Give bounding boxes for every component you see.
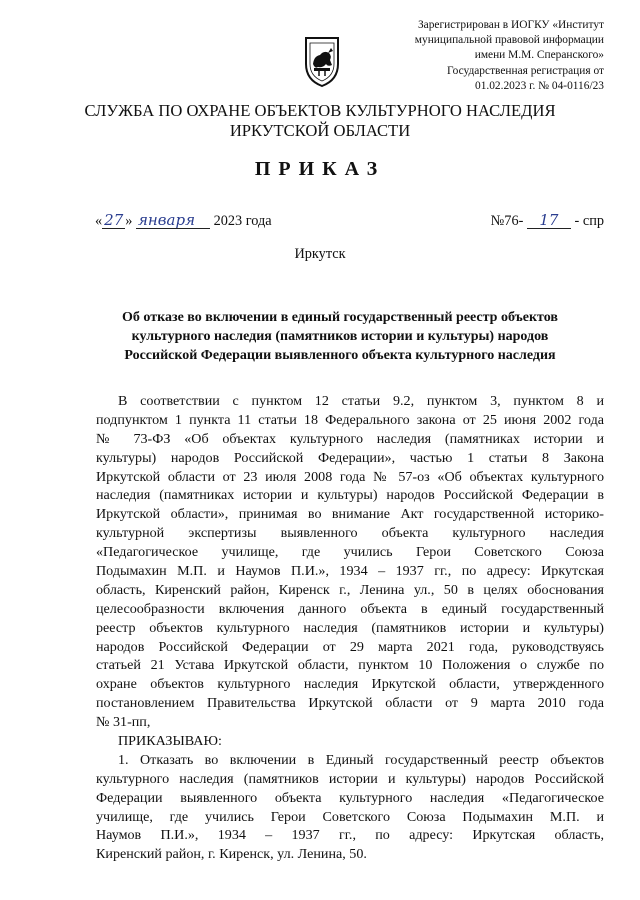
order-number	[491, 212, 604, 230]
handwritten-number: 17	[527, 212, 571, 229]
body-line: реестр объектов культурного наследия (памятников истории и культуры)	[96, 619, 604, 636]
subject-line: культурного наследия (памятников истории и культуры) народов	[131, 329, 549, 344]
coat-of-arms-icon	[300, 34, 344, 88]
registration-line: имени М.М. Сперанского»	[474, 49, 604, 62]
registration-line: муниципальной правовой информации	[414, 34, 604, 47]
agency-name	[0, 101, 640, 141]
document-title: ПРИКАЗ	[254, 158, 386, 180]
body-line: В соответствии с пунктом 12 статьи 9.2, пунктом 3, пунктом 8 и	[118, 393, 604, 409]
body-line: народов Российской Федерации от 29 марта 2021 года, руководствуясь	[96, 638, 604, 655]
order-body	[96, 392, 604, 864]
item-line: Наумов П.И.», 1934 – 1937 гг., по адресу: Иркутская область,	[96, 827, 604, 844]
body-line: статьей 21 Устава Иркутской области, пунктом 10 Положения о службе по	[96, 657, 604, 674]
dateline	[95, 206, 604, 236]
body-line: подпунктом 1 пункта 11 статьи 18 Федерального закона от 25 июня 2002 года	[96, 411, 604, 428]
body-line: постановлением Правительства Иркутской области от 9 марта 2010 года	[96, 695, 604, 712]
order-number-suffix: - спр	[574, 213, 604, 229]
item-line: Киренский район, г. Киренск, ул. Ленина, 50.	[96, 846, 367, 863]
body-line: культуры) народов Российской Федерации», частью 1 статьи 8 Закона	[96, 449, 604, 466]
agency-line-2: ИРКУТСКОЙ ОБЛАСТИ	[229, 121, 411, 140]
body-line: «Педагогическое училище, где учились Герои Советского Союза	[96, 544, 604, 561]
order-subject	[100, 308, 580, 365]
body-line: наследия (памятниках истории и культуры) народов Российской Федерации в	[96, 487, 604, 504]
subject-line: Российской Федерации выявленного объекта культурного наследия	[124, 348, 556, 363]
item-line: культурного наследия (памятников истории и культуры) народов Российской	[96, 770, 604, 787]
registration-line: 01.02.2023 г. № 04-0116/23	[475, 79, 604, 92]
body-line: культурной экспертизы выявленного объекта культурного наследия	[96, 525, 604, 542]
date-open-quote: «	[95, 213, 103, 229]
handwritten-day: 27	[104, 211, 124, 229]
date-year: 2023 года	[213, 213, 272, 229]
body-line: Иркутской области от 23 июля 2008 года № 57-оз «Об объектах культурного	[96, 468, 604, 485]
order-number-prefix: №76-	[490, 213, 524, 229]
body-line: № 31-пп,	[96, 714, 151, 731]
body-line: целесообразности включения данного объекта в единый государственный	[96, 600, 604, 617]
item-line: Федерации выявленного объекта культурного наследия «Педагогическое	[96, 789, 604, 806]
date-close-quote: »	[125, 213, 133, 229]
body-line: № 73-ФЗ «Об объектах культурного наследия (памятниках истории и	[96, 430, 604, 447]
registration-line: Государственная регистрация от	[447, 64, 604, 77]
body-line: Подымахин М.П. и Наумов П.И.», 1934 – 1937 гг., по адресу: Иркутская	[96, 563, 604, 580]
city-name: Иркутск	[294, 246, 346, 262]
body-line: область, Киренский район, Киренск г., Ленина ул., 50 в целях обоснования	[96, 581, 604, 598]
order-date	[95, 212, 272, 230]
body-line: Иркутской области», принимая во внимание Акт государственной историко-	[96, 506, 604, 523]
order-word: ПРИКАЗЫВАЮ:	[118, 733, 222, 750]
item-line: 1. Отказать во включении в Единый государственный реестр объектов	[118, 751, 604, 768]
item-line: училище, где учились Герои Советского Союза Подымахин М.П. и	[96, 808, 604, 825]
agency-line-1: СЛУЖБА ПО ОХРАНЕ ОБЪЕКТОВ КУЛЬТУРНОГО НАСЛЕДИЯ	[84, 101, 556, 120]
registration-line: Зарегистрирован в ИОГКУ «Институт	[417, 19, 604, 31]
registration-stamp	[374, 18, 604, 94]
body-line: охране объектов культурного наследия Иркутской области, утвержденного	[96, 676, 604, 693]
handwritten-month: января	[136, 212, 210, 229]
subject-line: Об отказе во включении в единый государственный реестр объектов	[122, 310, 558, 325]
